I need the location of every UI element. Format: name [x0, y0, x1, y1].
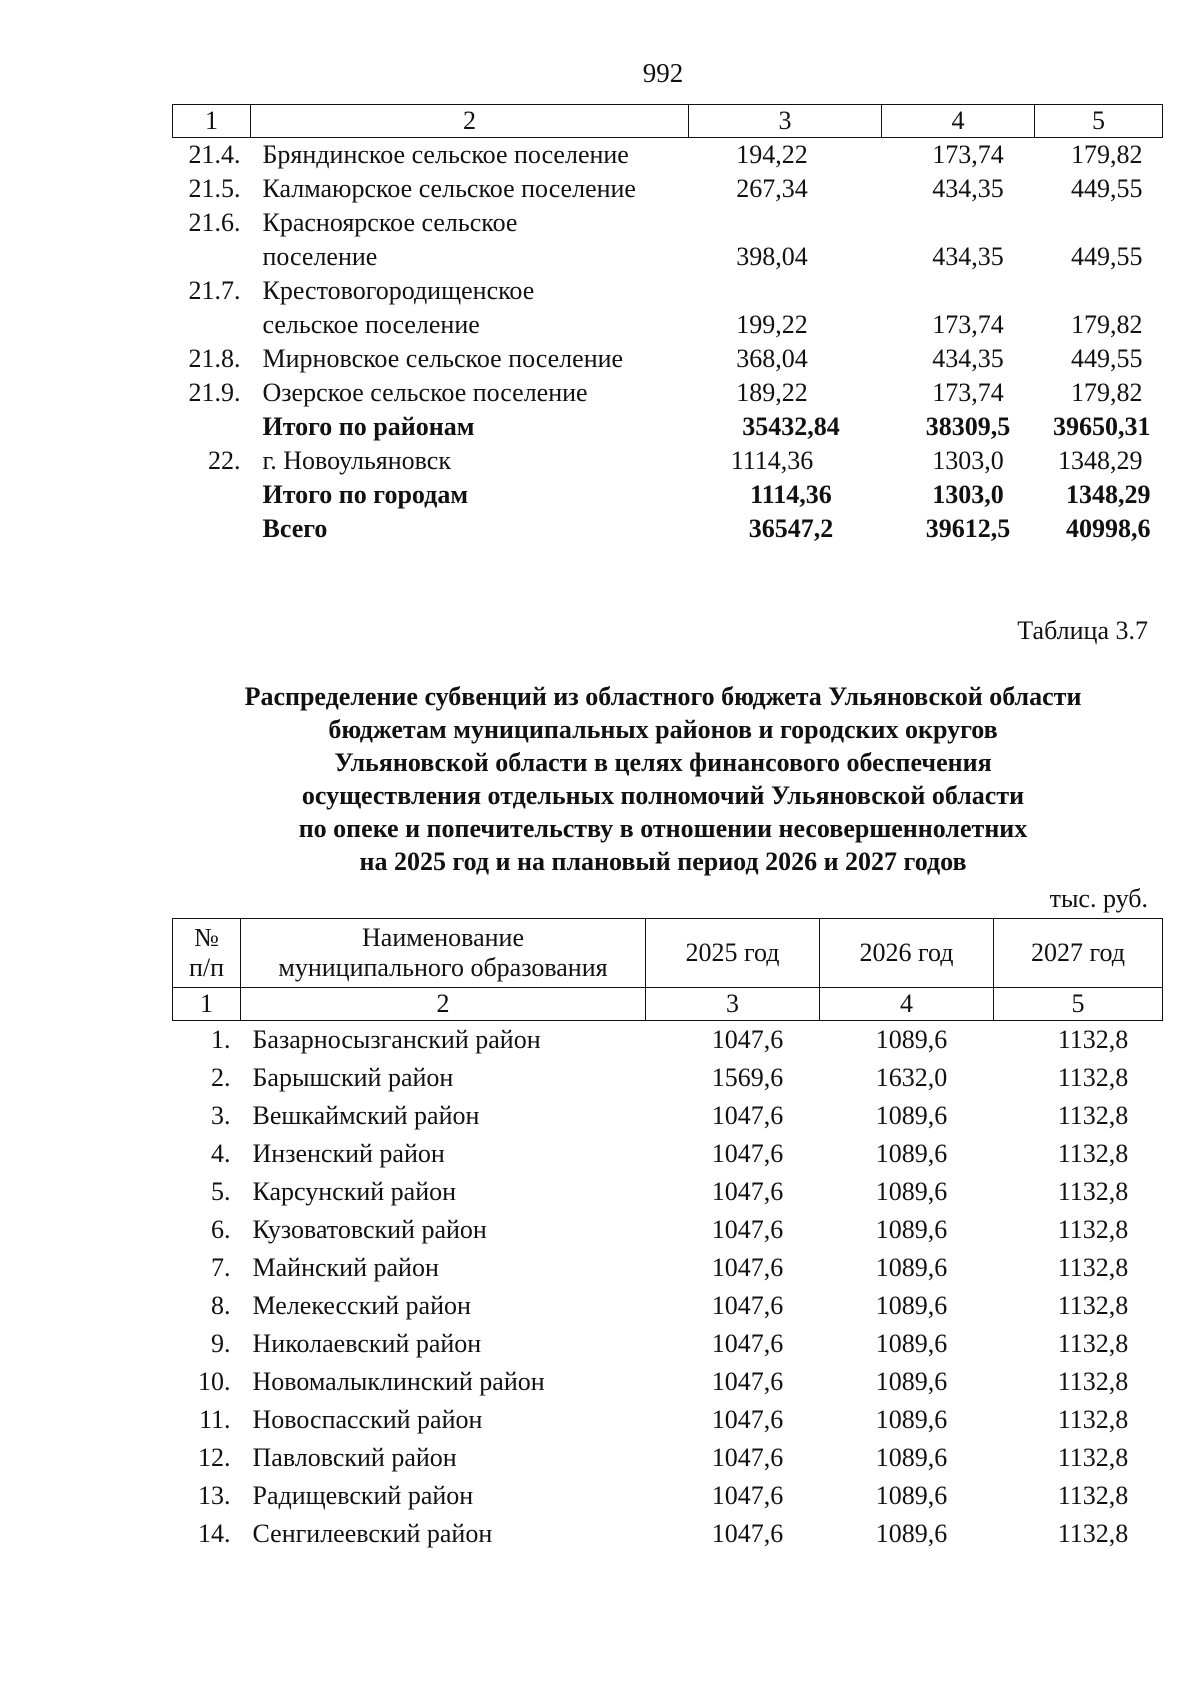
table-row [173, 1135, 1163, 1173]
row-number: 10. [198, 1367, 231, 1396]
row-number: 5. [211, 1177, 231, 1206]
value-v5: 179,82 [1071, 310, 1143, 339]
page-number: 992 [642, 58, 684, 88]
total-row [173, 478, 1163, 512]
value-2025: 1047,6 [711, 1215, 784, 1244]
value-2025: 1047,6 [711, 1253, 784, 1282]
column-index: 1 [173, 988, 241, 1021]
table-row [173, 1059, 1163, 1097]
row-number: 4. [211, 1139, 231, 1168]
municipality-name: Карсунский район [252, 1177, 457, 1206]
value-v3: 189,22 [736, 378, 808, 407]
value-v4: 173,74 [932, 140, 1004, 169]
value-v4: 173,74 [932, 378, 1004, 407]
value-v4: 1303,0 [932, 480, 1004, 509]
value-2027: 1132,8 [1057, 1139, 1129, 1168]
column-index: 5 [1035, 105, 1163, 138]
header-2025: 2025 год [646, 919, 820, 988]
value-2026: 1089,6 [875, 1367, 948, 1396]
value-2025: 1047,6 [711, 1139, 784, 1168]
row-number: 11. [198, 1405, 231, 1434]
column-index: 3 [689, 105, 882, 138]
value-2026: 1089,6 [875, 1215, 948, 1244]
value-v5: 1348,29 [1058, 446, 1143, 475]
municipality-name: Итого по городам [262, 480, 469, 509]
municipality-name: Сенгилеевский район [252, 1519, 493, 1548]
column-index: 4 [882, 105, 1035, 138]
value-v5: 179,82 [1071, 140, 1143, 169]
budget-table-continuation [172, 104, 1163, 546]
municipality-name: Калмаюрское сельское поселение [262, 174, 636, 203]
column-index-row [173, 988, 1163, 1021]
row-number: 1. [211, 1025, 231, 1054]
value-v5: 449,55 [1071, 242, 1143, 271]
table-title [186, 680, 1140, 878]
table-header-row [173, 919, 1163, 988]
value-v5: 449,55 [1071, 344, 1143, 373]
value-2025: 1047,6 [711, 1367, 784, 1396]
table-row [173, 1363, 1163, 1401]
title-line: бюджетам муниципальных районов и городских округов [328, 715, 998, 744]
value-2026: 1089,6 [875, 1139, 948, 1168]
municipality-name: Базарносызганский район [252, 1025, 541, 1054]
value-2026: 1089,6 [875, 1253, 948, 1282]
table-row [173, 1439, 1163, 1477]
table-label: Таблица 3.7 [1017, 616, 1148, 645]
value-2026: 1089,6 [875, 1025, 948, 1054]
value-v3: 36547,2 [748, 514, 834, 543]
table-row [173, 1021, 1163, 1060]
value-2027: 1132,8 [1057, 1215, 1129, 1244]
table-row [173, 1287, 1163, 1325]
value-2026: 1632,0 [875, 1063, 948, 1092]
value-2026: 1089,6 [875, 1481, 948, 1510]
value-2027: 1132,8 [1057, 1253, 1129, 1282]
units-label: тыс. руб. [1049, 884, 1148, 913]
value-v5: 40998,6 [1066, 514, 1151, 543]
row-number: 21.5. [188, 174, 241, 203]
table-row [173, 342, 1163, 376]
value-v5: 449,55 [1071, 174, 1143, 203]
value-2027: 1132,8 [1057, 1443, 1129, 1472]
table-row [173, 1249, 1163, 1287]
value-2026: 1089,6 [875, 1291, 948, 1320]
column-index: 1 [173, 105, 251, 138]
value-2025: 1047,6 [711, 1101, 784, 1130]
value-2025: 1047,6 [711, 1481, 784, 1510]
municipality-name: Мирновское сельское поселение [262, 344, 624, 373]
row-number: 2. [211, 1063, 231, 1092]
value-2025: 1569,6 [711, 1063, 784, 1092]
value-2026: 1089,6 [875, 1177, 948, 1206]
value-v3: 194,22 [736, 140, 808, 169]
value-2027: 1132,8 [1057, 1405, 1129, 1434]
value-v3: 368,04 [736, 344, 808, 373]
column-index-row [173, 105, 1163, 138]
value-2026: 1089,6 [875, 1101, 948, 1130]
table-row [173, 1325, 1163, 1363]
table-row [173, 274, 1163, 342]
row-number: 8. [211, 1291, 231, 1320]
value-2025: 1047,6 [711, 1291, 784, 1320]
table-subventions [172, 918, 1162, 1553]
header-name: Наименование муниципального образования [241, 919, 646, 988]
value-v5: 39650,31 [1053, 412, 1151, 441]
municipality-name: Радищевский район [252, 1481, 474, 1510]
header-2026: 2026 год [820, 919, 994, 988]
row-number: 9. [211, 1329, 231, 1358]
value-2026: 1089,6 [875, 1405, 948, 1434]
municipality-name: Вешкаймский район [252, 1101, 480, 1130]
table-row [173, 444, 1163, 478]
total-row [173, 512, 1163, 546]
table-row [173, 206, 1163, 274]
row-number: 21.7. [188, 276, 241, 305]
row-number [173, 410, 251, 444]
value-2026: 1089,6 [875, 1443, 948, 1472]
table-row [173, 172, 1163, 206]
value-2026: 1089,6 [875, 1329, 948, 1358]
row-number: 22. [208, 446, 241, 475]
value-v3: 35432,84 [742, 412, 840, 441]
row-number: 21.6. [188, 208, 241, 237]
value-2026: 1089,6 [875, 1519, 948, 1548]
table-row [173, 138, 1163, 173]
municipality-name: Павловский район [252, 1443, 457, 1472]
title-line: Распределение субвенций из областного бюджета Ульяновской области [244, 682, 1082, 711]
municipality-name: Новоспасский район [252, 1405, 483, 1434]
table-row [173, 1097, 1163, 1135]
row-number [173, 512, 251, 546]
value-2025: 1047,6 [711, 1519, 784, 1548]
value-2027: 1132,8 [1057, 1367, 1129, 1396]
municipality-name: Новомалыклинский район [252, 1367, 545, 1396]
value-v4: 173,74 [932, 310, 1004, 339]
municipality-name: Итого по районам [262, 412, 475, 441]
title-line: осуществления отдельных полномочий Ульяновской области [301, 781, 1025, 810]
title-line: Ульяновской области в целях финансового обеспечения [334, 748, 992, 777]
header-2027: 2027 год [994, 919, 1163, 988]
row-number: 12. [198, 1443, 231, 1472]
municipality-name: Кузоватовский район [252, 1215, 487, 1244]
value-v4: 1303,0 [932, 446, 1004, 475]
value-2027: 1132,8 [1057, 1063, 1129, 1092]
value-v3: 1114,36 [730, 446, 814, 475]
value-2025: 1047,6 [711, 1329, 784, 1358]
value-2027: 1132,8 [1057, 1101, 1129, 1130]
municipality-name: Крестовогородищенское сельское поселение [262, 276, 535, 339]
table-row [173, 1515, 1163, 1553]
column-index: 2 [241, 988, 646, 1021]
value-v3: 1114,36 [750, 480, 832, 509]
value-2027: 1132,8 [1057, 1291, 1129, 1320]
table-row [173, 1173, 1163, 1211]
value-2027: 1132,8 [1057, 1329, 1129, 1358]
municipality-name: Всего [262, 514, 328, 543]
municipality-name: Озерское сельское поселение [262, 378, 588, 407]
row-number: 21.8. [188, 344, 241, 373]
title-line: по опеке и попечительству в отношении несовершеннолетних [298, 814, 1028, 843]
row-number: 21.4. [188, 140, 241, 169]
value-2025: 1047,6 [711, 1177, 784, 1206]
value-v3: 398,04 [736, 242, 808, 271]
municipality-name: Николаевский район [252, 1329, 482, 1358]
municipality-name: Инзенский район [252, 1139, 445, 1168]
municipality-name: Мелекесский район [252, 1291, 471, 1320]
value-v4: 39612,5 [925, 514, 1011, 543]
value-v4: 434,35 [932, 344, 1004, 373]
table-continuation [172, 104, 1162, 546]
municipality-name: г. Новоульяновск [262, 446, 451, 475]
row-number: 6. [211, 1215, 231, 1244]
row-number: 13. [198, 1481, 231, 1510]
table-row [173, 1477, 1163, 1515]
table-row [173, 1211, 1163, 1249]
value-2027: 1132,8 [1057, 1519, 1129, 1548]
municipality-name: Майнский район [252, 1253, 439, 1282]
row-number [173, 478, 251, 512]
column-index: 2 [251, 105, 689, 138]
value-2025: 1047,6 [711, 1025, 784, 1054]
value-2027: 1132,8 [1057, 1025, 1129, 1054]
column-index: 3 [646, 988, 820, 1021]
value-2025: 1047,6 [711, 1443, 784, 1472]
value-v3: 267,34 [736, 174, 808, 203]
municipality-name: Бряндинское сельское поселение [262, 140, 629, 169]
value-v5: 1348,29 [1066, 480, 1151, 509]
value-v4: 434,35 [932, 174, 1004, 203]
value-2027: 1132,8 [1057, 1481, 1129, 1510]
header-number: № п/п [173, 919, 241, 988]
table-row [173, 1401, 1163, 1439]
row-number: 3. [211, 1101, 231, 1130]
value-v4: 38309,5 [925, 412, 1011, 441]
value-v4: 434,35 [932, 242, 1004, 271]
municipality-name: Барышский район [252, 1063, 454, 1092]
row-number: 14. [198, 1519, 231, 1548]
column-index: 4 [820, 988, 994, 1021]
subventions-table [172, 918, 1163, 1553]
column-index: 5 [994, 988, 1163, 1021]
municipality-name: Красноярское сельское поселение [262, 208, 518, 271]
row-number: 7. [211, 1253, 231, 1282]
value-v3: 199,22 [736, 310, 808, 339]
value-2027: 1132,8 [1057, 1177, 1129, 1206]
value-v5: 179,82 [1071, 378, 1143, 407]
title-line: на 2025 год и на плановый период 2026 и 2027 годов [359, 847, 967, 876]
total-row [173, 410, 1163, 444]
table-row [173, 376, 1163, 410]
value-2025: 1047,6 [711, 1405, 784, 1434]
row-number: 21.9. [188, 378, 241, 407]
